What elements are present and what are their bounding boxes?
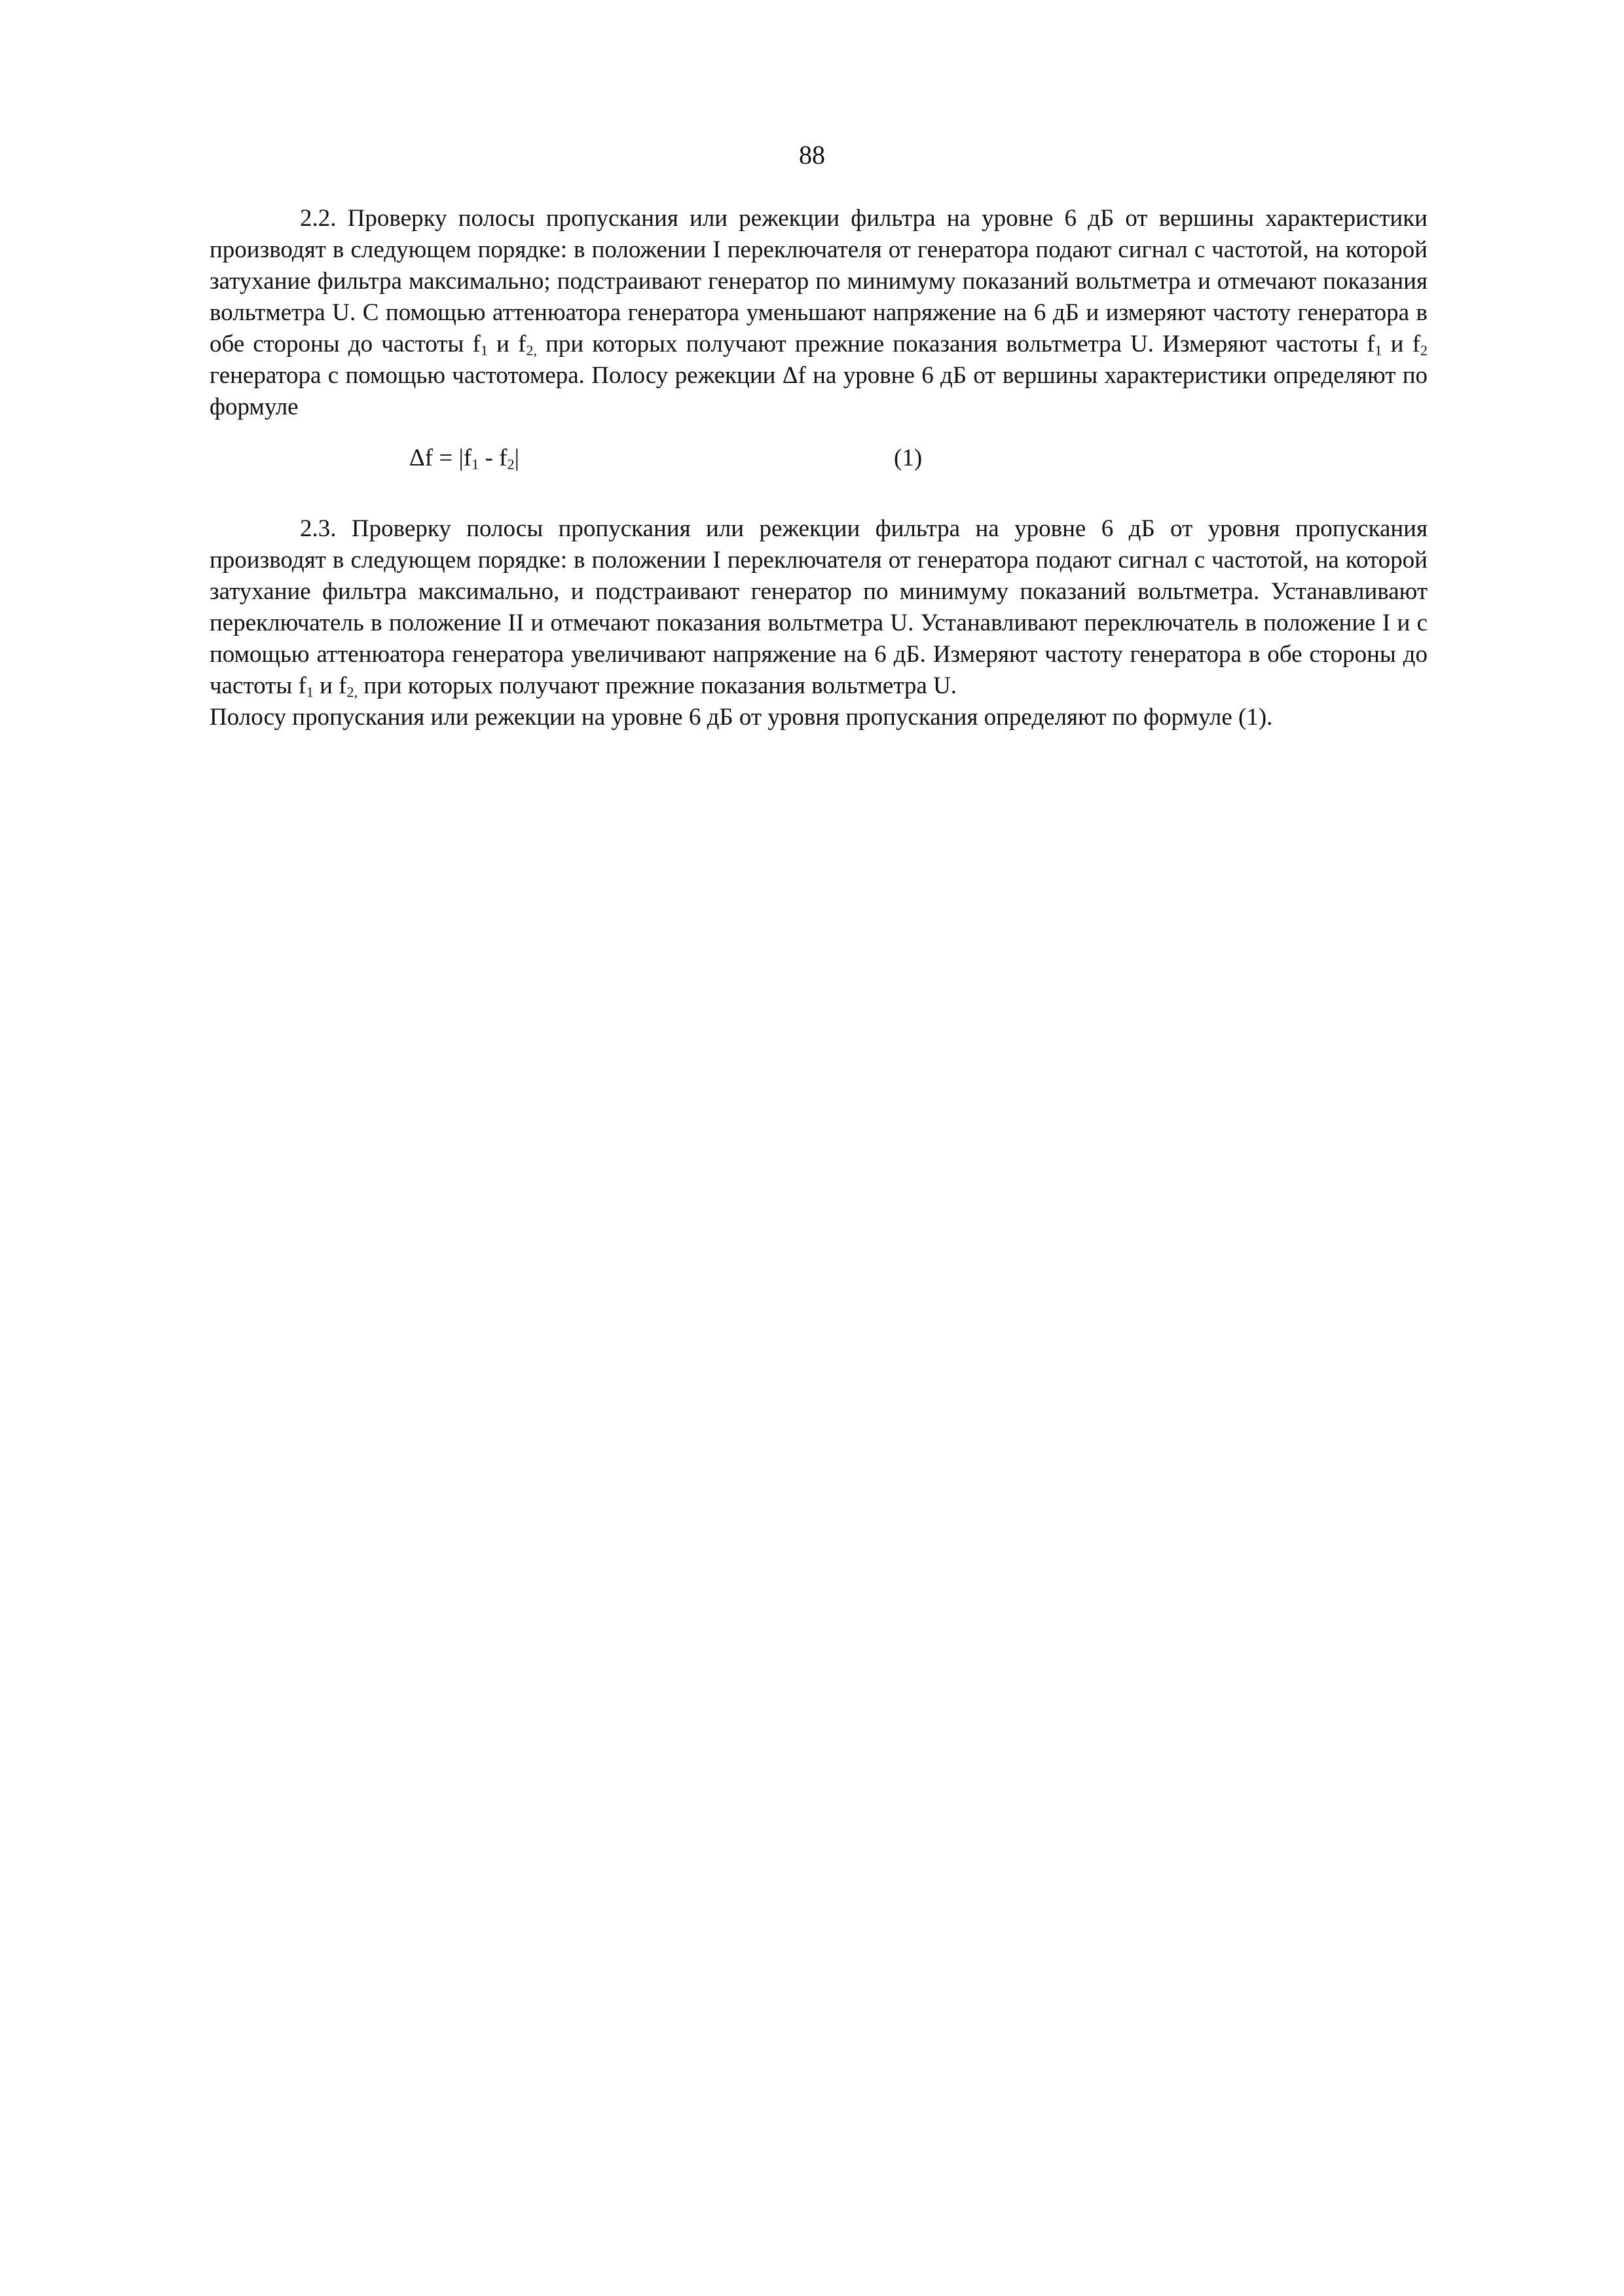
spacer xyxy=(210,495,1428,513)
formula-row xyxy=(210,423,1428,495)
page-number: 88 xyxy=(799,140,825,170)
variable-f2: $f_{2,}$ xyxy=(339,672,358,701)
paragraph-text: 2.2. Проверку полосы пропускания или режекции фильтра на уровне 6 дБ от вершины характеристики производят в следующем порядке: в положении I переключателя от генератора подают сигнал с частотой, на которой затухание фильтра максимально; подстраивают генератор по минимуму показаний вольтметра и отмечают показания вольтметра U. С помощью аттенюатора генератора уменьшают напряжение на 6 дБ и измеряют частоту генератора в обе стороны до частоты xyxy=(210,205,1428,357)
formula-number: (1) xyxy=(894,445,923,471)
formula: $\Delta f = |f_1 - f_2|$ xyxy=(409,445,519,473)
variable-f2: $f_{2,}$ xyxy=(518,331,537,359)
variable-f1: $f_1$ xyxy=(1367,331,1382,359)
paragraph-text: при которых получают прежние показания вольтметра U. xyxy=(358,672,957,699)
paragraph-text: при которых получают прежние показания вольтметра U. Измеряют частоты xyxy=(536,331,1367,357)
variable-f1: $f_1$ xyxy=(472,331,488,359)
paragraph-text: генератора с помощью частотомера. Полосу режекции Δf на уровне 6 дБ от вершины характеристики определяют по формуле xyxy=(210,362,1428,420)
variable-f1: $f_1$ xyxy=(298,672,314,701)
closing-line: Полосу пропускания или режекции на уровне 6 дБ от уровня пропускания определяют по формуле (1). xyxy=(210,704,1273,731)
document-body xyxy=(210,203,1428,733)
paragraph-2-2: 2.2. Проверку полосы пропускания или режекции фильтра на уровне 6 дБ от вершины характеристики производят в следующем порядке: в положении I переключателя от генератора подают сигнал с частотой, на которой затухание фильтра максимально; подстраивают генератор по минимуму показаний вольтметра и отмечают показания вольтметра U. С помощью аттенюатора генератора уменьшают напряжение на 6 дБ и измеряют частоту генератора в обе стороны до частоты $f_1$ и $f_{2,}$ при которых получают прежние показания вольтметра U. Измеряют частоты $f_1$ и $f_2$ генератора с помощью частотомера. Полосу режекции Δf на уровне 6 дБ от вершины характеристики определяют по формуле xyxy=(210,205,1428,420)
paragraph-2-3: 2.3. Проверку полосы пропускания или режекции фильтра на уровне 6 дБ от уровня пропускания производят в следующем порядке: в положении I переключателя от генератора подают сигнал с частотой, на которой затухание фильтра максимально, и подстраивают генератор по минимуму показаний вольтметра. Устанавливают переключатель в положение II и отмечают показания вольтметра U. Устанавливают переключатель в положение I и с помощью аттенюатора генератора увеличивают напряжение на 6 дБ. Измеряют частоту генератора в обе стороны до частоты $f_1$ и $f_{2,}$ при которых получают прежние показания вольтметра U. xyxy=(210,515,1428,701)
paragraph-text: 2.3. Проверку полосы пропускания или режекции фильтра на уровне 6 дБ от уровня пропускания производят в следующем порядке: в положении I переключателя от генератора подают сигнал с частотой, на которой затухание фильтра максимально, и подстраивают генератор по минимуму показаний вольтметра. Устанавливают переключатель в положение II и отмечают показания вольтметра U. Устанавливают переключатель в положение I и с помощью аттенюатора генератора увеличивают напряжение на 6 дБ. Измеряют частоту генератора в обе стороны до частоты xyxy=(210,515,1428,699)
variable-f2: $f_2$ xyxy=(1412,331,1428,359)
